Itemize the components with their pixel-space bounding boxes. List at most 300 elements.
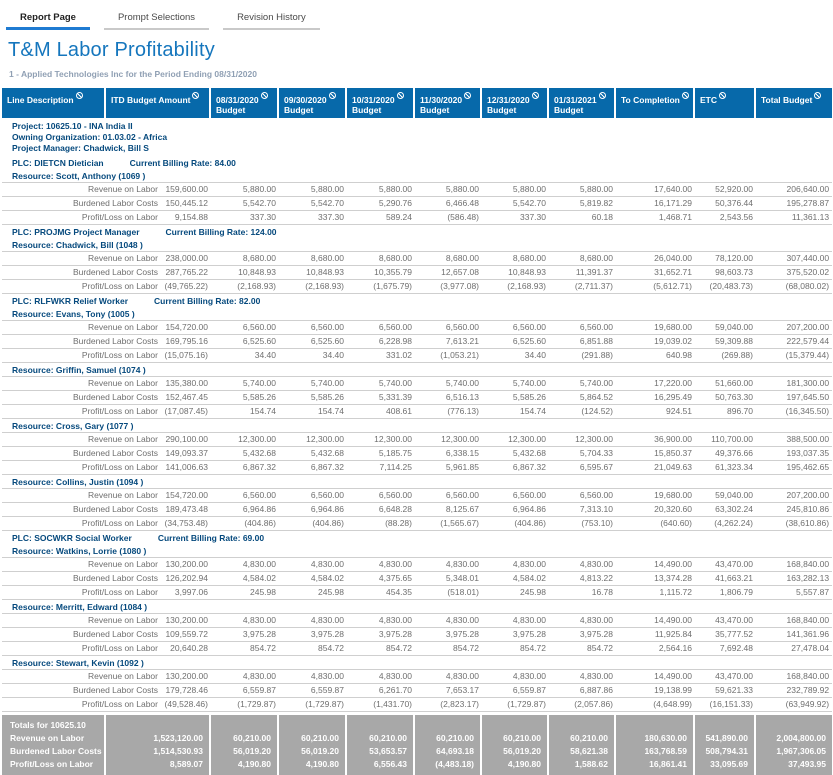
- value-cell: 5,348.01: [415, 572, 482, 586]
- value-cell: 8,680.00: [211, 252, 279, 266]
- value-cell: 8,680.00: [279, 252, 347, 266]
- totals-value-cell: 16,861.41: [616, 758, 695, 775]
- value-cell: 5,432.68: [482, 447, 549, 461]
- column-header-label: ETC: [700, 95, 717, 105]
- tab-revision-history[interactable]: Revision History: [223, 8, 320, 30]
- value-cell: 854.72: [415, 642, 482, 656]
- value-cell: 126,202.94: [162, 572, 211, 586]
- value-cell: 307,440.00: [756, 252, 832, 266]
- value-cell: 49,376.66: [695, 447, 756, 461]
- value-cell: 130,200.00: [162, 558, 211, 572]
- tab-prompt-selections[interactable]: Prompt Selections: [104, 8, 209, 30]
- value-cell: (1,565.67): [415, 517, 482, 531]
- value-cell: 16.78: [549, 586, 616, 600]
- value-cell: 19,039.02: [616, 335, 695, 349]
- value-cell: (4,648.99): [616, 698, 695, 712]
- value-cell: 6,867.32: [482, 461, 549, 475]
- header-info-icon: [814, 92, 821, 99]
- value-cell: 207,200.00: [756, 489, 832, 503]
- column-header-10-31-2020[interactable]: [347, 88, 415, 118]
- totals-value-cell: 60,210.00: [347, 732, 415, 745]
- totals-value-cell: 4,190.80: [211, 758, 279, 775]
- value-cell: (404.86): [482, 517, 549, 531]
- value-cell: 5,585.26: [279, 391, 347, 405]
- value-cell: 5,961.85: [415, 461, 482, 475]
- totals-revenue-row: [2, 732, 832, 745]
- column-header-subline: Budget: [554, 105, 584, 115]
- value-cell: 7,313.10: [549, 503, 616, 517]
- header-info-icon: [76, 92, 83, 99]
- value-cell: 43,470.00: [695, 670, 756, 684]
- plc-label: PLC: RLFWKR Relief Worker: [12, 296, 129, 306]
- value-cell: (49,528.46): [162, 698, 211, 712]
- data-row-profit-loss: [2, 280, 832, 294]
- value-cell: 6,851.88: [549, 335, 616, 349]
- value-cell: 154,720.00: [162, 321, 211, 335]
- value-cell: 5,585.26: [211, 391, 279, 405]
- header-info-icon: [397, 92, 404, 99]
- row-label: Profit/Loss on Labor: [2, 517, 162, 531]
- value-cell: 5,740.00: [415, 377, 482, 391]
- value-cell: 78,120.00: [695, 252, 756, 266]
- column-header-etc[interactable]: [695, 88, 756, 118]
- row-label: Profit/Loss on Labor: [2, 698, 162, 712]
- value-cell: 6,228.98: [347, 335, 415, 349]
- column-header-08-31-2020[interactable]: [211, 88, 279, 118]
- value-cell: 3,997.06: [162, 586, 211, 600]
- resource-row-cell: Resource: Scott, Anthony (1069 ): [12, 171, 146, 181]
- value-cell: (38,610.86): [756, 517, 832, 531]
- value-cell: 14,490.00: [616, 670, 695, 684]
- value-cell: 154,720.00: [162, 489, 211, 503]
- value-cell: 6,261.70: [347, 684, 415, 698]
- value-cell: 4,830.00: [415, 614, 482, 628]
- value-cell: 4,830.00: [211, 558, 279, 572]
- project-info-line: Project Manager: Chadwick, Bill S: [12, 143, 149, 153]
- resource-row: [2, 656, 832, 670]
- totals-value-cell: [347, 715, 415, 732]
- value-cell: 197,645.50: [756, 391, 832, 405]
- value-cell: (15,075.16): [162, 349, 211, 363]
- column-header-label: 08/31/2020: [216, 95, 259, 105]
- value-cell: 43,470.00: [695, 614, 756, 628]
- value-cell: (1,729.87): [482, 698, 549, 712]
- data-row-burdened-costs: [2, 197, 832, 211]
- column-header-11-30-2020[interactable]: [415, 88, 482, 118]
- header-info-icon: [719, 92, 726, 99]
- value-cell: 4,830.00: [482, 558, 549, 572]
- value-cell: 8,680.00: [482, 252, 549, 266]
- totals-value-cell: 37,493.95: [756, 758, 832, 775]
- column-header-09-30-2020[interactable]: [279, 88, 347, 118]
- value-cell: 168,840.00: [756, 614, 832, 628]
- column-header-label: ITD Budget Amount: [111, 95, 191, 105]
- plc-row-cell: [2, 294, 832, 308]
- value-cell: 6,560.00: [415, 321, 482, 335]
- totals-value-cell: 1,514,530.93: [106, 745, 211, 758]
- value-cell: 5,290.76: [347, 197, 415, 211]
- value-cell: 109,559.72: [162, 628, 211, 642]
- report-header-table: [2, 88, 832, 118]
- column-header-itd-budget-amount[interactable]: [106, 88, 211, 118]
- value-cell: 6,560.00: [415, 489, 482, 503]
- totals-value-cell: [415, 715, 482, 732]
- totals-value-cell: [211, 715, 279, 732]
- value-cell: 159,600.00: [162, 183, 211, 197]
- value-cell: 6,964.86: [211, 503, 279, 517]
- value-cell: 9,154.88: [162, 211, 211, 225]
- value-cell: 15,850.37: [616, 447, 695, 461]
- value-cell: 337.30: [482, 211, 549, 225]
- value-cell: 5,880.00: [549, 183, 616, 197]
- resource-row: [2, 169, 832, 183]
- report-area: [2, 88, 832, 775]
- row-label: Burdened Labor Costs: [2, 503, 162, 517]
- value-cell: 12,300.00: [279, 433, 347, 447]
- plc-row-cell: [2, 225, 832, 239]
- resource-row-cell: Resource: Collins, Justin (1094 ): [12, 477, 144, 487]
- value-cell: 20,320.60: [616, 503, 695, 517]
- value-cell: 337.30: [279, 211, 347, 225]
- value-cell: 896.70: [695, 405, 756, 419]
- value-cell: 7,653.17: [415, 684, 482, 698]
- totals-value-cell: 60,210.00: [549, 732, 616, 745]
- value-cell: 6,560.00: [347, 321, 415, 335]
- value-cell: 4,830.00: [347, 670, 415, 684]
- totals-value-cell: 56,019.20: [482, 745, 549, 758]
- totals-value-cell: 163,768.59: [616, 745, 695, 758]
- value-cell: 154.74: [211, 405, 279, 419]
- row-label: Profit/Loss on Labor: [2, 405, 162, 419]
- value-cell: 8,680.00: [347, 252, 415, 266]
- column-header-12-31-2020[interactable]: [482, 88, 549, 118]
- value-cell: 36,900.00: [616, 433, 695, 447]
- row-label: Burdened Labor Costs: [2, 266, 162, 280]
- page-subtitle: 1 - Applied Technologies Inc for the Period Ending 08/31/2020: [9, 69, 257, 79]
- value-cell: 3,975.28: [415, 628, 482, 642]
- value-cell: 5,880.00: [482, 183, 549, 197]
- totals-value-cell: 60,210.00: [415, 732, 482, 745]
- value-cell: 854.72: [279, 642, 347, 656]
- value-cell: 6,964.86: [279, 503, 347, 517]
- value-cell: 4,830.00: [279, 614, 347, 628]
- totals-value-cell: [756, 715, 832, 732]
- data-row-profit-loss: [2, 698, 832, 712]
- project-info: [2, 118, 832, 156]
- row-label: Revenue on Labor: [2, 183, 162, 197]
- value-cell: (1,431.70): [347, 698, 415, 712]
- value-cell: 12,300.00: [347, 433, 415, 447]
- value-cell: 11,925.84: [616, 628, 695, 642]
- value-cell: (34,753.48): [162, 517, 211, 531]
- header-info-icon: [261, 92, 268, 99]
- value-cell: 222,579.44: [756, 335, 832, 349]
- value-cell: 50,376.44: [695, 197, 756, 211]
- value-cell: 169,795.16: [162, 335, 211, 349]
- value-cell: 331.02: [347, 349, 415, 363]
- value-cell: 8,680.00: [549, 252, 616, 266]
- column-header-total-budget[interactable]: [756, 88, 832, 118]
- resource-row: [2, 544, 832, 558]
- row-label: Revenue on Labor: [2, 558, 162, 572]
- value-cell: 6,560.00: [482, 321, 549, 335]
- value-cell: (404.86): [211, 517, 279, 531]
- data-row-burdened-costs: [2, 335, 832, 349]
- totals-value-cell: 4,190.80: [279, 758, 347, 775]
- billing-rate-label: Current Billing Rate: 69.00: [157, 533, 265, 543]
- totals-value-cell: [695, 715, 756, 732]
- value-cell: (640.60): [616, 517, 695, 531]
- project-info-cell: [2, 118, 832, 156]
- totals-value-cell: 64,693.18: [415, 745, 482, 758]
- data-row-revenue: [2, 614, 832, 628]
- value-cell: 4,584.02: [279, 572, 347, 586]
- totals-value-cell: 1,967,306.05: [756, 745, 832, 758]
- value-cell: 52,920.00: [695, 183, 756, 197]
- value-cell: (1,053.21): [415, 349, 482, 363]
- totals-value-cell: [482, 715, 549, 732]
- row-label: Burdened Labor Costs: [2, 391, 162, 405]
- value-cell: 3,975.28: [482, 628, 549, 642]
- value-cell: 141,006.63: [162, 461, 211, 475]
- value-cell: 59,040.00: [695, 489, 756, 503]
- value-cell: 35,777.52: [695, 628, 756, 642]
- value-cell: 6,525.60: [211, 335, 279, 349]
- totals-value-cell: 541,890.00: [695, 732, 756, 745]
- resource-row-cell: Resource: Merritt, Edward (1084 ): [12, 602, 148, 612]
- value-cell: (20,483.73): [695, 280, 756, 294]
- value-cell: 5,740.00: [211, 377, 279, 391]
- data-row-profit-loss: [2, 349, 832, 363]
- totals-value-cell: 60,210.00: [482, 732, 549, 745]
- value-cell: 163,282.13: [756, 572, 832, 586]
- header-info-icon: [682, 92, 689, 99]
- totals-value-cell: 56,019.20: [211, 745, 279, 758]
- value-cell: 168,840.00: [756, 670, 832, 684]
- resource-row: [2, 238, 832, 252]
- value-cell: 195,462.65: [756, 461, 832, 475]
- value-cell: 43,470.00: [695, 558, 756, 572]
- column-header-to-completion[interactable]: [616, 88, 695, 118]
- totals-profit-row: [2, 758, 832, 775]
- value-cell: 5,864.52: [549, 391, 616, 405]
- value-cell: 168,840.00: [756, 558, 832, 572]
- value-cell: 10,848.93: [279, 266, 347, 280]
- value-cell: 6,560.00: [482, 489, 549, 503]
- totals-value-cell: 6,556.43: [347, 758, 415, 775]
- resource-row: [2, 363, 832, 377]
- value-cell: 245.98: [482, 586, 549, 600]
- value-cell: 6,525.60: [482, 335, 549, 349]
- value-cell: (15,379.44): [756, 349, 832, 363]
- data-row-revenue: [2, 377, 832, 391]
- totals-title-row: [2, 715, 832, 732]
- value-cell: 19,680.00: [616, 489, 695, 503]
- value-cell: 4,830.00: [279, 670, 347, 684]
- value-cell: (586.48): [415, 211, 482, 225]
- column-header-label: Total Budget: [761, 95, 813, 105]
- value-cell: 34.40: [482, 349, 549, 363]
- value-cell: 11,361.13: [756, 211, 832, 225]
- column-header-label: 01/31/2021: [554, 95, 597, 105]
- value-cell: 2,564.16: [616, 642, 695, 656]
- data-row-revenue: [2, 558, 832, 572]
- value-cell: 59,309.88: [695, 335, 756, 349]
- value-cell: 6,648.28: [347, 503, 415, 517]
- value-cell: (2,168.93): [279, 280, 347, 294]
- value-cell: 1,115.72: [616, 586, 695, 600]
- value-cell: (3,977.08): [415, 280, 482, 294]
- billing-rate-label: Current Billing Rate: 84.00: [129, 158, 236, 168]
- value-cell: 5,542.70: [482, 197, 549, 211]
- totals-revenue-row-label: Revenue on Labor: [2, 732, 106, 745]
- totals-value-cell: 2,004,800.00: [756, 732, 832, 745]
- header-info-icon: [464, 92, 471, 99]
- value-cell: (1,729.87): [279, 698, 347, 712]
- value-cell: 34.40: [211, 349, 279, 363]
- row-label: Profit/Loss on Labor: [2, 642, 162, 656]
- totals-value-cell: 33,095.69: [695, 758, 756, 775]
- value-cell: 4,584.02: [482, 572, 549, 586]
- resource-row-cell: Resource: Watkins, Lorrie (1080 ): [12, 546, 147, 556]
- row-label: Burdened Labor Costs: [2, 628, 162, 642]
- row-label: Burdened Labor Costs: [2, 335, 162, 349]
- row-label: Burdened Labor Costs: [2, 447, 162, 461]
- row-label: Profit/Loss on Labor: [2, 280, 162, 294]
- data-row-burdened-costs: [2, 628, 832, 642]
- value-cell: 245.98: [211, 586, 279, 600]
- value-cell: 135,380.00: [162, 377, 211, 391]
- totals-value-cell: 58,621.38: [549, 745, 616, 758]
- value-cell: 245,810.86: [756, 503, 832, 517]
- row-label: Burdened Labor Costs: [2, 197, 162, 211]
- value-cell: 12,300.00: [211, 433, 279, 447]
- value-cell: 5,819.82: [549, 197, 616, 211]
- data-row-revenue: [2, 183, 832, 197]
- value-cell: 8,680.00: [415, 252, 482, 266]
- value-cell: 4,830.00: [211, 670, 279, 684]
- header-info-icon: [192, 92, 199, 99]
- value-cell: 12,300.00: [482, 433, 549, 447]
- value-cell: 150,445.12: [162, 197, 211, 211]
- totals-value-cell: 8,589.07: [106, 758, 211, 775]
- value-cell: 4,830.00: [415, 558, 482, 572]
- value-cell: (753.10): [549, 517, 616, 531]
- value-cell: 11,391.37: [549, 266, 616, 280]
- header-info-icon: [599, 92, 606, 99]
- data-row-burdened-costs: [2, 391, 832, 405]
- row-label: Revenue on Labor: [2, 489, 162, 503]
- value-cell: 5,432.68: [279, 447, 347, 461]
- value-cell: 5,740.00: [347, 377, 415, 391]
- value-cell: 287,765.22: [162, 266, 211, 280]
- value-cell: (17,087.45): [162, 405, 211, 419]
- resource-row: [2, 600, 832, 614]
- value-cell: 4,830.00: [549, 614, 616, 628]
- value-cell: 17,640.00: [616, 183, 695, 197]
- column-header-subline: Budget: [284, 105, 314, 115]
- header-info-icon: [329, 92, 336, 99]
- value-cell: 16,171.29: [616, 197, 695, 211]
- value-cell: (68,080.02): [756, 280, 832, 294]
- data-row-revenue: [2, 489, 832, 503]
- totals-burdened-row: [2, 745, 832, 758]
- value-cell: 207,200.00: [756, 321, 832, 335]
- value-cell: 238,000.00: [162, 252, 211, 266]
- column-header-subline: Budget: [216, 105, 246, 115]
- value-cell: 5,740.00: [549, 377, 616, 391]
- plc-row: [2, 156, 832, 169]
- totals-value-cell: 508,794.31: [695, 745, 756, 758]
- data-row-profit-loss: [2, 586, 832, 600]
- row-label: Revenue on Labor: [2, 321, 162, 335]
- value-cell: 3,975.28: [347, 628, 415, 642]
- tab-report-page[interactable]: Report Page: [6, 8, 90, 30]
- value-cell: (2,823.17): [415, 698, 482, 712]
- value-cell: 854.72: [347, 642, 415, 656]
- value-cell: 181,300.00: [756, 377, 832, 391]
- billing-rate-label: Current Billing Rate: 82.00: [154, 296, 261, 306]
- value-cell: 26,040.00: [616, 252, 695, 266]
- value-cell: 4,375.65: [347, 572, 415, 586]
- project-info-line: Owning Organization: 01.03.02 - Africa: [12, 132, 168, 142]
- value-cell: 41,663.21: [695, 572, 756, 586]
- totals-table: [2, 715, 832, 775]
- value-cell: 19,680.00: [616, 321, 695, 335]
- totals-value-cell: 4,190.80: [482, 758, 549, 775]
- resource-row-cell: Resource: Cross, Gary (1077 ): [12, 421, 134, 431]
- value-cell: 7,613.21: [415, 335, 482, 349]
- row-label: Profit/Loss on Labor: [2, 461, 162, 475]
- plc-row: [2, 225, 832, 239]
- value-cell: 195,278.87: [756, 197, 832, 211]
- value-cell: 10,355.79: [347, 266, 415, 280]
- value-cell: 6,560.00: [211, 489, 279, 503]
- tab-bar: [0, 0, 833, 30]
- value-cell: (291.88): [549, 349, 616, 363]
- value-cell: 10,848.93: [482, 266, 549, 280]
- value-cell: 290,100.00: [162, 433, 211, 447]
- value-cell: 5,880.00: [347, 183, 415, 197]
- value-cell: 130,200.00: [162, 670, 211, 684]
- plc-label: PLC: DIETCN Dietician: [12, 158, 104, 168]
- value-cell: 7,692.48: [695, 642, 756, 656]
- row-label: Profit/Loss on Labor: [2, 349, 162, 363]
- report-body-table: [2, 118, 832, 712]
- column-header-01-31-2021[interactable]: [549, 88, 616, 118]
- totals-value-cell: [106, 715, 211, 732]
- value-cell: (2,057.86): [549, 698, 616, 712]
- value-cell: 6,559.87: [279, 684, 347, 698]
- totals-value-cell: 60,210.00: [279, 732, 347, 745]
- value-cell: 4,584.02: [211, 572, 279, 586]
- value-cell: 12,300.00: [549, 433, 616, 447]
- value-cell: 19,138.99: [616, 684, 695, 698]
- value-cell: 337.30: [211, 211, 279, 225]
- value-cell: 5,542.70: [279, 197, 347, 211]
- value-cell: (124.52): [549, 405, 616, 419]
- value-cell: 51,660.00: [695, 377, 756, 391]
- value-cell: 4,830.00: [482, 670, 549, 684]
- value-cell: 27,478.04: [756, 642, 832, 656]
- value-cell: 4,830.00: [415, 670, 482, 684]
- column-header-line-description[interactable]: [2, 88, 106, 118]
- value-cell: (2,711.37): [549, 280, 616, 294]
- value-cell: 59,040.00: [695, 321, 756, 335]
- data-row-revenue: [2, 670, 832, 684]
- row-label: Revenue on Labor: [2, 252, 162, 266]
- column-header-label: 11/30/2020: [420, 95, 463, 105]
